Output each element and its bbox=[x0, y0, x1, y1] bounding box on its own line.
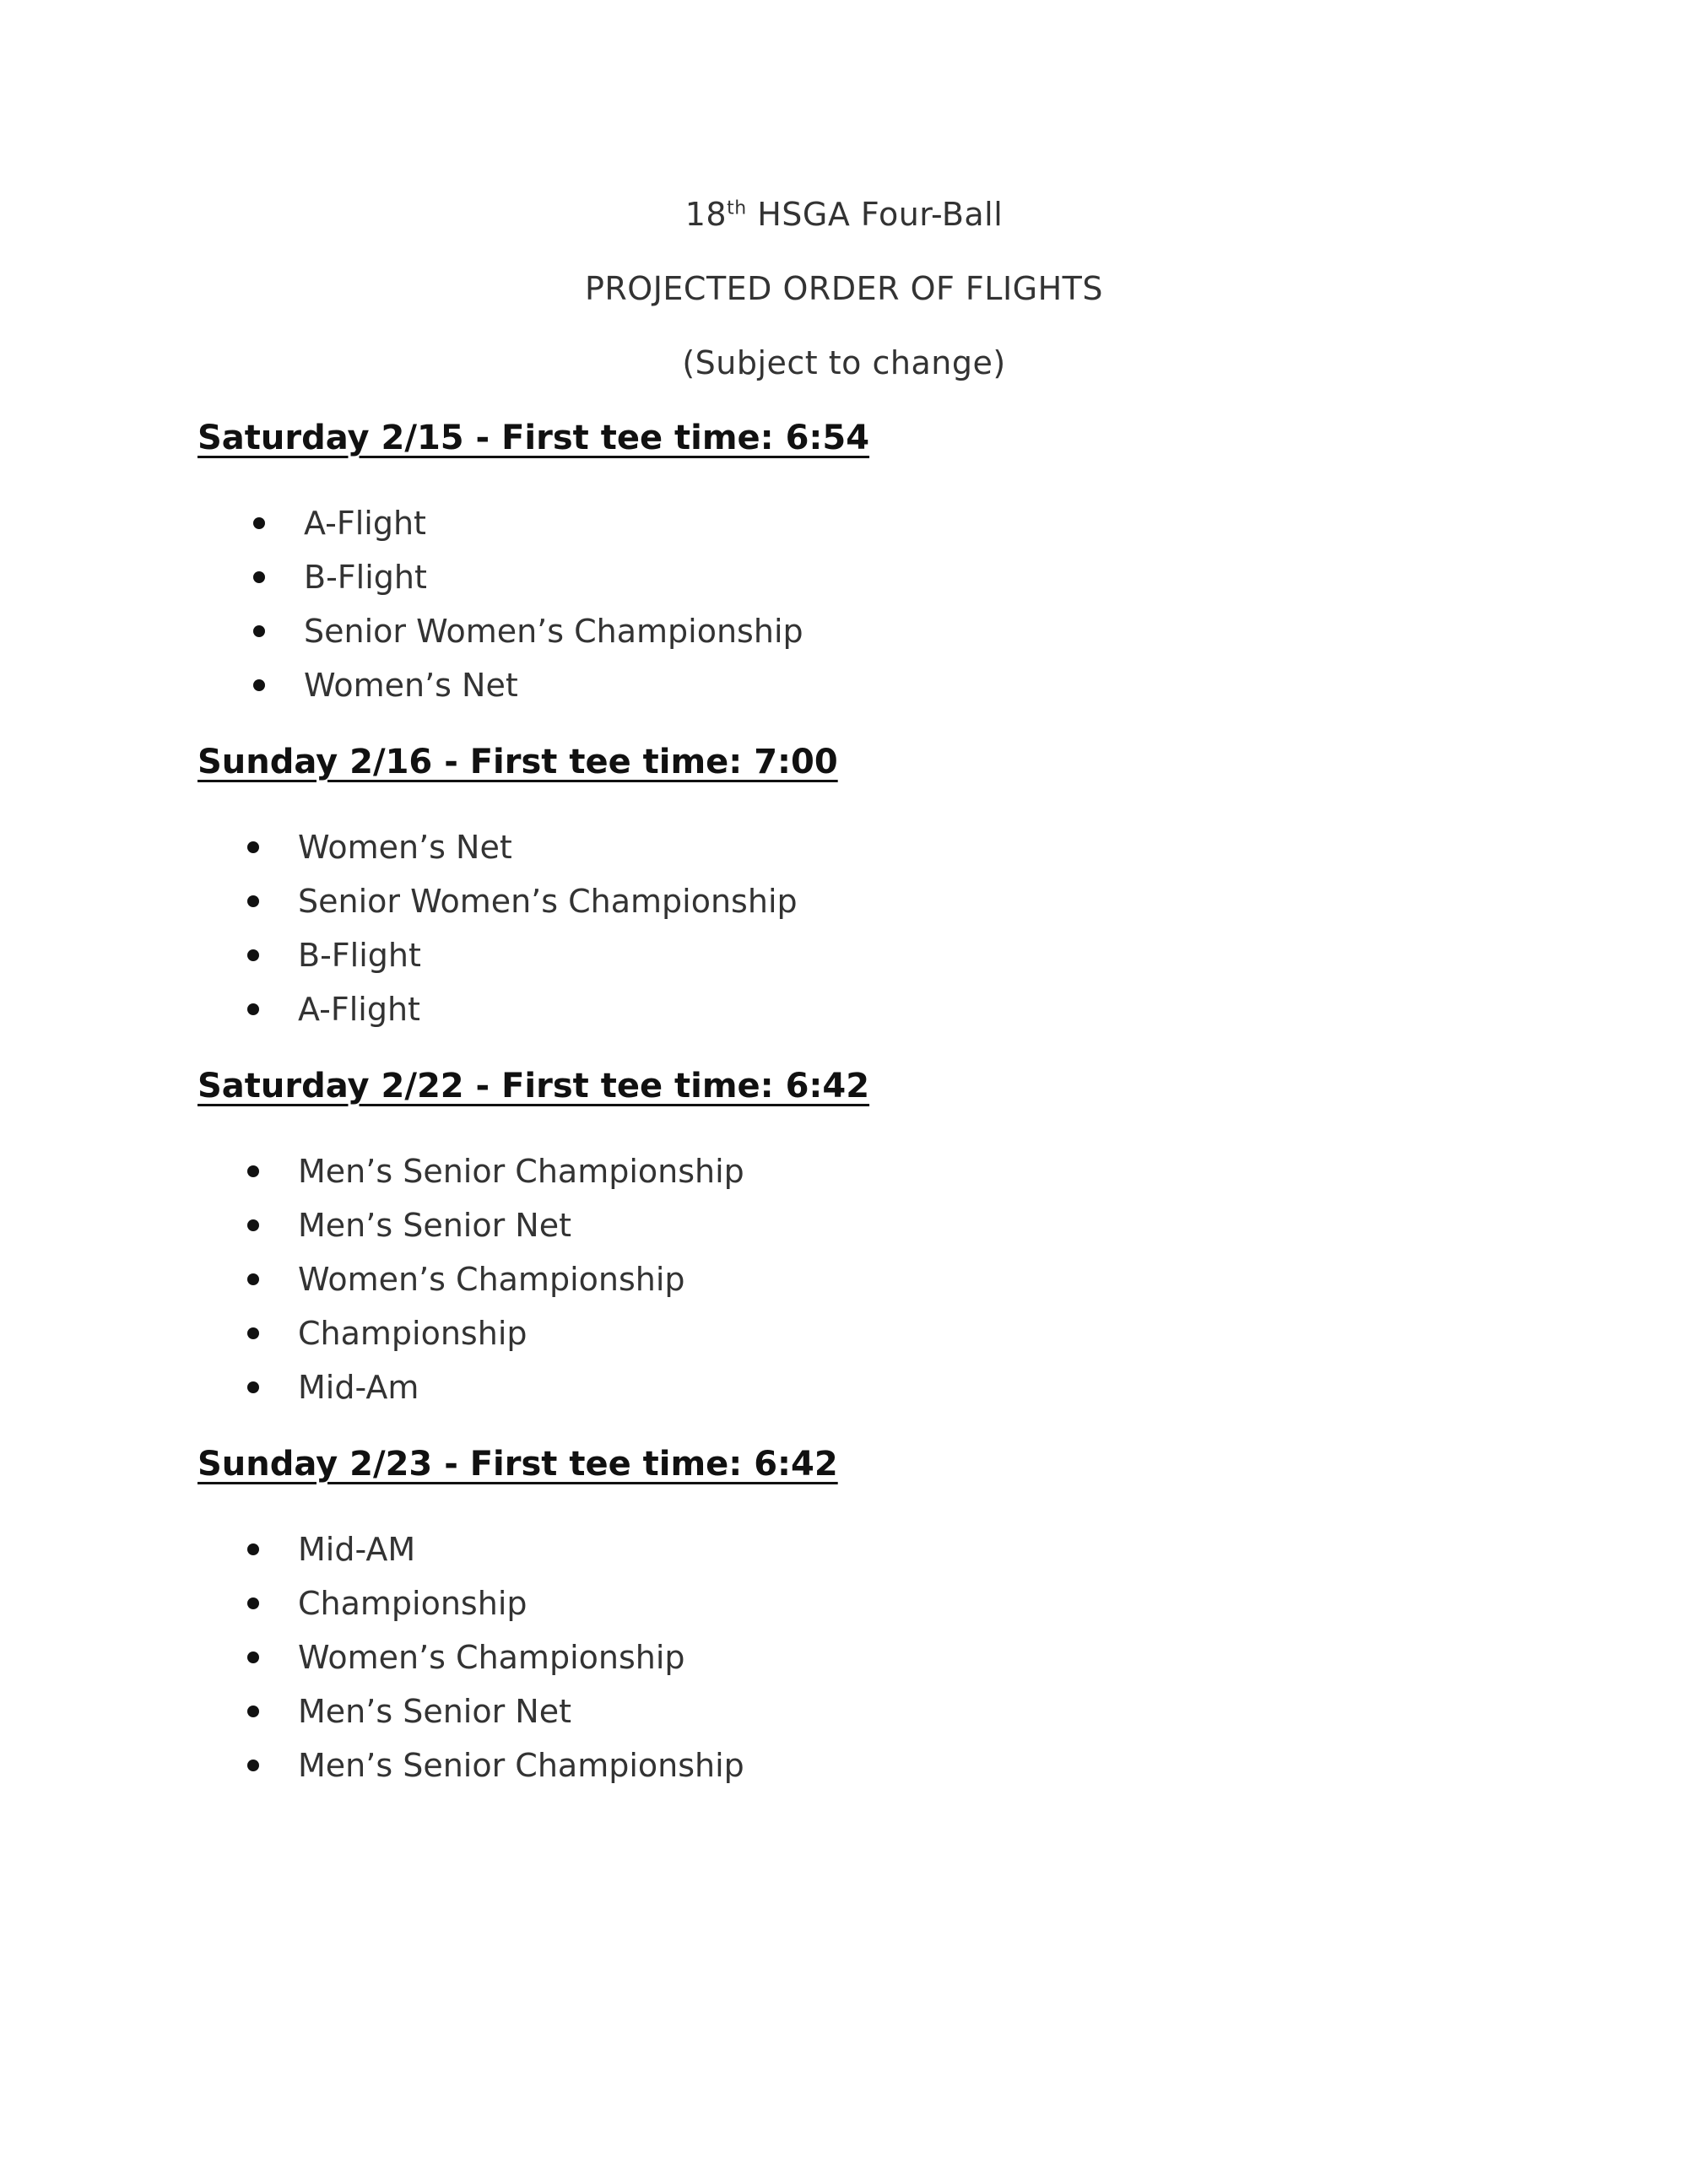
flight-label: Women’s Net bbox=[298, 829, 512, 866]
bullet-icon bbox=[247, 1543, 259, 1555]
flight-item bbox=[253, 496, 803, 550]
document-title bbox=[0, 196, 1688, 233]
bullet-icon bbox=[253, 571, 265, 583]
flight-item bbox=[247, 928, 798, 982]
flight-item bbox=[247, 1738, 744, 1792]
section-heading: Sunday 2/16 - First tee time: 7:00 bbox=[197, 743, 838, 781]
flight-item bbox=[247, 1630, 744, 1684]
flight-list bbox=[253, 496, 803, 712]
flight-item bbox=[247, 1306, 744, 1360]
bullet-icon bbox=[247, 1165, 259, 1177]
flight-label: Senior Women’s Championship bbox=[298, 883, 798, 920]
flight-label: Championship bbox=[298, 1315, 528, 1352]
bullet-icon bbox=[253, 625, 265, 637]
bullet-icon bbox=[253, 679, 265, 691]
bullet-icon bbox=[247, 1003, 259, 1015]
bullet-icon bbox=[247, 1273, 259, 1285]
bullet-icon bbox=[253, 517, 265, 529]
flight-item bbox=[247, 1684, 744, 1738]
flight-list bbox=[247, 1522, 744, 1792]
bullet-icon bbox=[247, 1327, 259, 1339]
bullet-icon bbox=[247, 841, 259, 853]
bullet-icon bbox=[247, 1706, 259, 1717]
bullet-icon bbox=[247, 1381, 259, 1393]
flight-item bbox=[253, 604, 803, 658]
flight-label: A-Flight bbox=[304, 505, 426, 542]
title-event-name: HSGA Four-Ball bbox=[746, 196, 1004, 233]
flight-item bbox=[247, 874, 798, 928]
flight-list bbox=[247, 820, 798, 1036]
section-heading: Saturday 2/22 - First tee time: 6:42 bbox=[197, 1067, 870, 1106]
flight-label: Men’s Senior Net bbox=[298, 1207, 572, 1244]
section-heading: Sunday 2/23 - First tee time: 6:42 bbox=[197, 1445, 838, 1484]
flight-label: Mid-AM bbox=[298, 1531, 416, 1568]
flight-label: Women’s Net bbox=[304, 667, 518, 704]
flight-label: Senior Women’s Championship bbox=[304, 613, 803, 650]
flight-label: Men’s Senior Net bbox=[298, 1693, 572, 1730]
flight-label: Men’s Senior Championship bbox=[298, 1747, 744, 1784]
flight-label: Women’s Championship bbox=[298, 1261, 685, 1298]
section-heading: Saturday 2/15 - First tee time: 6:54 bbox=[197, 419, 870, 457]
bullet-icon bbox=[247, 1597, 259, 1609]
flight-label: A-Flight bbox=[298, 991, 420, 1028]
flight-label: Men’s Senior Championship bbox=[298, 1153, 744, 1190]
flight-item bbox=[247, 1360, 744, 1414]
document-subtitle: PROJECTED ORDER OF FLIGHTS bbox=[584, 270, 1104, 307]
title-number: 18 bbox=[684, 196, 728, 233]
flight-label: Championship bbox=[298, 1585, 528, 1622]
flight-item bbox=[253, 550, 803, 604]
flight-item bbox=[247, 1198, 744, 1252]
flight-label: Mid-Am bbox=[298, 1369, 419, 1406]
flight-item bbox=[247, 1144, 744, 1198]
flight-item bbox=[247, 1576, 744, 1630]
flight-item bbox=[247, 1522, 744, 1576]
flight-label: Women’s Championship bbox=[298, 1639, 685, 1676]
flight-item bbox=[247, 820, 798, 874]
flight-list bbox=[247, 1144, 744, 1414]
title-ordinal-suffix: th bbox=[727, 197, 747, 219]
flight-label: B-Flight bbox=[298, 937, 421, 974]
bullet-icon bbox=[247, 1652, 259, 1663]
bullet-icon bbox=[247, 1219, 259, 1231]
flight-item bbox=[247, 982, 798, 1036]
bullet-icon bbox=[247, 1760, 259, 1771]
bullet-icon bbox=[247, 949, 259, 961]
flight-label: B-Flight bbox=[304, 559, 427, 596]
flight-item bbox=[247, 1252, 744, 1306]
flight-item bbox=[253, 658, 803, 712]
bullet-icon bbox=[247, 895, 259, 907]
document-note: (Subject to change) bbox=[682, 344, 1006, 381]
